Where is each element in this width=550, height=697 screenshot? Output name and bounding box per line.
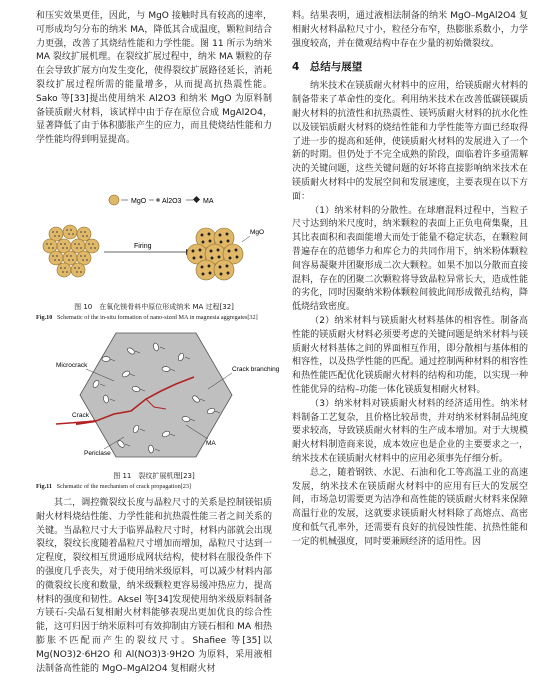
legend-mgo-text: MgO: [131, 198, 147, 205]
al2o3-particle: [74, 267, 76, 269]
al2o3-particle: [84, 231, 86, 233]
al2o3-particle: [46, 243, 48, 245]
right-column: [292, 10, 528, 549]
figure-11: [36, 329, 280, 492]
legend-ma-text: MA: [203, 198, 214, 205]
legend-al2o3-text: Al2O3: [162, 198, 182, 205]
crack-label: Crack: [72, 411, 89, 419]
al2o3-particle: [80, 255, 82, 257]
fig10-mgo-cluster-after: [187, 228, 243, 280]
al2o3-particle: [64, 243, 66, 245]
al2o3-particle: [70, 229, 72, 231]
al2o3-particle: [76, 271, 78, 273]
al2o3-particle: [50, 243, 52, 245]
al2o3-particle: [94, 247, 96, 249]
mgo-particle: [71, 263, 85, 277]
fig11-diagram: [36, 329, 280, 465]
al2o3-particle: [64, 267, 66, 269]
al2o3-particle: [68, 259, 70, 261]
ma-particle: [162, 366, 170, 371]
al2o3-particle: [84, 255, 86, 257]
al2o3-particle: [80, 231, 82, 233]
al2o3-particle: [66, 247, 68, 249]
microcrack-label: Microcrack: [56, 361, 88, 369]
fig10-caption-text: Schematic of the in-situ formation of nano-sized MA in magnesia aggregates[32]: [56, 314, 258, 321]
al2o3-particle: [70, 255, 72, 257]
al2o3-particle: [92, 243, 94, 245]
al2o3-particle: [54, 235, 56, 237]
fig11-caption-label: Fig.11: [36, 482, 52, 490]
periclase-label: Periclase: [84, 449, 111, 457]
body-paragraph: （3）纳米材料对镁质耐火材料的经济适用性。纳米材料制备工艺复杂，且价格比较昂贵，并对纳米材料制品纯度要求较高，导致镁质耐火材料的生产成本增加。对于大规模耐火材料制造商来说，成本效应也是企业的主要要求之一，纳米技术在镁质耐火材料中的应用必须事先仔细分析。: [292, 398, 528, 464]
body-paragraph: 料。结果表明，通过液相法制备的纳米 MgO–MgAl2O4 复相耐火材料晶粒尺寸小，粒径分布窄，热膨胀系数小，力学强度较高，并在微观结构中存在少量的初始微裂纹。: [292, 11, 528, 49]
al2o3-particle: [66, 229, 68, 231]
fig10-caption-label: Fig.10: [36, 314, 53, 321]
al2o3-particle: [56, 231, 58, 233]
al2o3-particle: [52, 247, 54, 249]
mgo-particle: [63, 225, 77, 239]
ma-particle: [148, 444, 154, 452]
body-paragraph: 纳米技术在镁质耐火材料中的应用，给镁质耐火材料的制备带来了革命性的变化。利用纳米技术在改善低碳镁碳质耐火材料的抗渣性和抗热震性、镁钙质耐火材料的抗水化性以及镁铝质耐火材料的烧结性能和力学性能等方面已经取得了进一步的提高和延伸，使镁质耐火材料的发展进入了一个新的时期。但仍处于不完全成熟的阶段，面临着许多亟需解决的关键问题，这些关键问题的好坏将直接影响纳米技术在镁质耐火材料中的发展空间和发展速度，主要表现在以下方面：: [292, 81, 528, 202]
periclase-grain: [80, 333, 232, 457]
ma-particle: [102, 356, 110, 361]
ma-label: MA: [206, 439, 216, 447]
al2o3-particle: [80, 247, 82, 249]
al2o3-particle: [62, 247, 64, 249]
fig10-caption-cn: 图 10 在氧化镁骨料中原位形成纳米 MA 过程[32]: [74, 303, 234, 311]
al2o3-particle: [74, 243, 76, 245]
al2o3-particle: [82, 235, 84, 237]
fig10-diagram: [36, 194, 272, 296]
al2o3-particle: [60, 267, 62, 269]
fig11-caption-en: [36, 483, 272, 492]
crack-branching-label: Crack branching: [232, 365, 280, 373]
body-paragraph: 总之，随着钢铁、水泥、石油和化工等高温工业的高速发展，纳米技术在镁质耐火材料中的应用有巨大的发展空间，市场急切需要更为洁净和高性能的镁质耐火材料来保障高温行业的发展，这就要求镁质耐火材料除了高熔点、高密度和低气孔率外，还需要有良好的抗侵蚀性能、抗热性能和一定的机械强度，同时要兼顾经济的适用性。因: [292, 467, 528, 547]
firing-label: Firing: [134, 243, 152, 250]
mgo-particle: [214, 260, 234, 280]
al2o3-particle: [58, 259, 60, 261]
fig10-mgo-cluster-before: [43, 225, 99, 277]
fig11-caption-cn: 图 11 裂纹扩展机理[23]: [113, 471, 195, 480]
al2o3-particle: [82, 259, 84, 261]
mgo-particle: [85, 239, 99, 253]
al2o3-particle: [62, 271, 64, 273]
al2o3-particle: [66, 271, 68, 273]
al2o3-particle: [56, 255, 58, 257]
al2o3-particle: [78, 243, 80, 245]
al2o3-particle: [54, 259, 56, 261]
al2o3-particle: [72, 259, 74, 261]
fig10-firing-arrow: [104, 243, 193, 255]
al2o3-particle: [60, 243, 62, 245]
mgo-particle: [49, 251, 63, 265]
mgo-label: MgO: [250, 229, 265, 236]
al2o3-particle: [80, 271, 82, 273]
fig11-caption-text: Schematic of the mechanism of crack propagation[23]: [56, 482, 191, 490]
al2o3-particle: [88, 243, 90, 245]
body-paragraph: 和压实效果更佳，因此，与 MgO 接触时具有较高的速率，可形成均匀分布的纳米 MA，降低其合成温度，颗粒间结合力更强，改善了其烧结性能和力学性能。图 11 所示为纳米 MA 裂纹扩展机理。在裂纹扩展过程中，纳米 MA 颗粒的存在会导致扩展方向发生变化，使得裂纹扩展路径延长，消耗裂纹扩展过程所需的能量增多，从而提高抗热震性能。Sako 等[33]提出使用纳米 Al2O3 和纳米 MgO 为原料制备镁质耐火材料，该试样中由于存在原位合成 MgAl2O4，显著降低了由于体积膨胀产生的应力，而且使烧结性能和力学性能均得到明显提高。: [36, 11, 272, 146]
al2o3-particle: [86, 259, 88, 261]
al2o3-particle: [86, 235, 88, 237]
body-paragraph: （1）纳米材料的分散性。在球磨混料过程中，当粒子尺寸达到纳米尺度时，纳米颗粒的表面上正负电荷集聚，且其比表面积和表面能增大而处于能量不稳定状态，在颗粒间普遍存在的范德华力和库仑力的共同作用下，纳米粉体颗粒间容易凝聚并团聚形成二次大颗粒。如果不加以分散而直接混料，存在的团聚二次颗粒将导致晶粒异常长大，造成性能的劣化，同时因聚纳米粉体颗粒间彼此间形成微孔结构，降低烧结致密度。: [292, 205, 528, 313]
al2o3-particle: [58, 235, 60, 237]
body-paragraph: 其二，调控微裂纹长度与晶粒尺寸的关系是控制镁铝质耐火材料烧结性能、力学性能和抗热震性能三者之间关系的关键。当晶粒尺寸大于临界晶粒尺寸时，材料内部就会出现裂纹，裂纹长度随着晶粒尺寸增加而增加，晶粒尺寸达到一定程度，裂纹相互贯通形成网状结构，使材料在服役条件下的强度几乎丧失，对于使用纳米级原料，可以减少材料内部的微裂纹长度和数量，纳米级颗粒更容易缓冲热应力，提高材料的强度和韧性。Aksel 等[34]发现使用纳米级原料制备方镁石-尖晶石复相耐火材料能够表现出更加优良的综合性能，这可归因于纳米原料可有效抑制由方镁石相和 MA 相热膨胀不匹配而产生的裂纹尺寸。Shafiee 等[35]以 Mg(NO3)2·6H2O 和 Al(NO3)3·9H2O 为原料，采用液相法制备高性能的 MgO–MgAl2O4 复相耐火材: [36, 498, 272, 674]
al2o3-particle: [52, 231, 54, 233]
al2o3-particle: [66, 255, 68, 257]
al2o3-particle: [72, 233, 74, 235]
figure-10: [36, 194, 272, 323]
al2o3-particle: [52, 255, 54, 257]
fig10-legend: [109, 195, 214, 205]
al2o3-particle: [90, 247, 92, 249]
al2o3-particle: [48, 247, 50, 249]
fig10-caption-en: [36, 314, 272, 323]
section-heading: 4 总结与展望: [292, 61, 363, 74]
al2o3-particle: [68, 233, 70, 235]
mgo-particle: [196, 260, 216, 280]
mgo-particle: [57, 263, 71, 277]
body-paragraph: （2）纳米材料与镁质耐火材料基体的相容性。制备高性能的镁质耐火材料必须要考虑的关键问题是纳米材料与镁质耐火材料基体之间的界面相互作用，即分散相与基体相的相容性，以及热学性能的匹配。通过控制两种材料的相容性和热性能匹配优化镁质耐火材料的结构和功能，以实现一种性能优异的结构–功能一体化镁质复相耐火材料。: [292, 315, 528, 395]
left-column: [36, 10, 280, 676]
al2o3-particle: [78, 267, 80, 269]
al2o3-particle: [76, 247, 78, 249]
